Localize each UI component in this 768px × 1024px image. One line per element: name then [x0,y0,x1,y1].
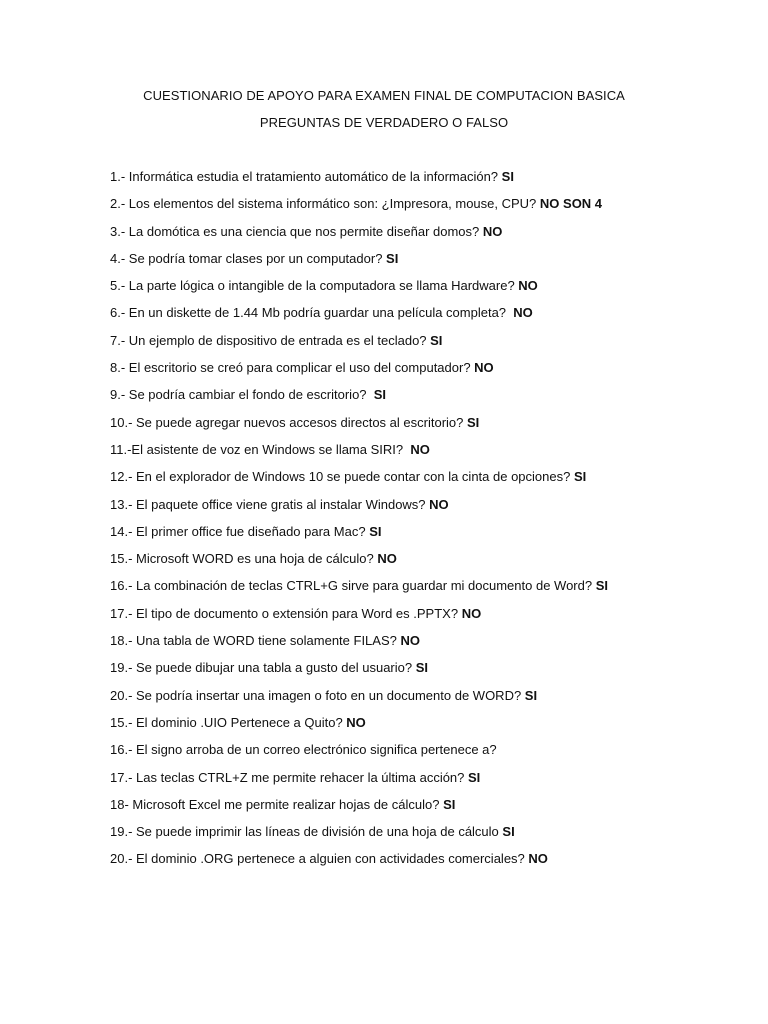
question-text: 18.- Una tabla de WORD tiene solamente FILAS? [110,633,401,649]
question-answer: SI [524,687,538,703]
question-text: 9.- Se podría cambiar el fondo de escritorio? [110,387,374,403]
question-item [110,850,750,877]
question-text: 17.- Las teclas CTRL+Z me permite rehacer la última acción? [110,769,469,785]
question-answer: SI [443,796,456,812]
question-text: 11.-El asistente de voz en Windows se llama SIRI? [110,441,411,457]
question-item [110,386,750,413]
question-answer: NO [513,305,533,321]
question-item [110,823,750,850]
question-item [110,168,750,195]
question-text: 19.- Se puede imprimir las líneas de división de una hoja de cálculo [110,824,503,840]
question-answer: SI [415,660,429,676]
question-item [110,414,750,441]
question-item [110,441,750,468]
question-answer: NO [528,851,548,867]
question-text: 8.- El escritorio se creó para complicar el uso del computador? [110,360,475,376]
question-answer: SI [468,769,481,785]
question-answer: NO [410,441,430,457]
question-text: 14.- El primer office fue diseñado para Mac? [110,523,370,539]
question-text: 10.- Se puede agregar nuevos accesos directos al escritorio? [110,414,467,430]
question-item [110,468,750,495]
question-answer: NO [474,360,494,376]
question-text: 4.- Se podría tomar clases por un computador? [110,250,387,266]
question-answer: SI [386,250,399,266]
question-item [110,659,750,686]
question-text: 20.- El dominio .ORG pertenece a alguien con actividades comerciales? [110,851,529,867]
question-answer: SI [502,824,515,840]
question-item [110,359,750,386]
question-text: 1.- Informática estudia el tratamiento automático de la información? [110,169,502,184]
question-text: 17.- El tipo de documento o extensión para Word es .PPTX? [110,605,462,621]
question-text: 13.- El paquete office viene gratis al instalar Windows? [110,496,430,512]
question-item [110,577,750,604]
document-title: CUESTIONARIO DE APOYO PARA EXAMEN FINAL DE COMPUTACION BASICA [143,88,625,103]
question-answer: NO [461,605,482,621]
question-item [110,223,750,250]
question-answer: NO [400,633,420,649]
question-text: 19.- Se puede dibujar una tabla a gusto del usuario? [110,660,416,676]
question-item [110,605,750,632]
question-answer: SI [373,387,387,403]
question-text: 12.- En el explorador de Windows 10 se puede contar con la cinta de opciones? [110,469,574,485]
question-item [110,687,750,714]
question-answer: NO [429,496,449,512]
question-text: 6.- En un diskette de 1.44 Mb podría guardar una película completa? [110,305,514,321]
question-text: 15.- El dominio .UIO Pertenece a Quito? [110,714,347,730]
question-item [110,741,750,768]
question-item [110,195,750,222]
question-answer: SI [501,169,514,184]
question-text: 5.- La parte lógica o intangible de la computadora se llama Hardware? [110,278,519,294]
question-item [110,277,750,304]
question-answer: SI [430,332,443,348]
question-answer: NO [482,223,503,239]
question-answer: NO [518,278,538,294]
question-item [110,550,750,577]
document-subtitle: PREGUNTAS DE VERDADERO O FALSO [259,115,509,130]
question-answer: SI [595,578,608,594]
question-answer: SI [573,469,587,485]
question-item [110,523,750,550]
question-text: 20.- Se podría insertar una imagen o foto en un documento de WORD? [110,687,525,703]
question-answer: NO [377,551,397,567]
question-item [110,769,750,796]
question-item [110,250,750,277]
question-text: 3.- La domótica es una ciencia que nos permite diseñar domos? [110,223,483,239]
question-item [110,496,750,523]
question-answer: SI [369,523,382,539]
question-text: 2.- Los elementos del sistema informático son: ¿Impresora, mouse, CPU? [110,196,540,212]
question-text: 16.- La combinación de teclas CTRL+G sirve para guardar mi documento de Word? [110,578,596,594]
question-text: 15.- Microsoft WORD es una hoja de cálculo? [110,551,378,567]
question-text: 16.- El signo arroba de un correo electrónico significa pertenece a? [110,742,497,758]
question-item [110,632,750,659]
question-answer: NO [346,714,366,730]
question-answer: SI [466,414,480,430]
question-item [110,304,750,331]
question-item [110,796,750,823]
question-text: 7.- Un ejemplo de dispositivo de entrada es el teclado? [110,332,431,348]
question-text: 18- Microsoft Excel me permite realizar hojas de cálculo? [110,796,444,812]
question-list [110,168,750,878]
question-item [110,332,750,359]
question-item [110,714,750,741]
question-answer: NO SON 4 [539,196,603,212]
